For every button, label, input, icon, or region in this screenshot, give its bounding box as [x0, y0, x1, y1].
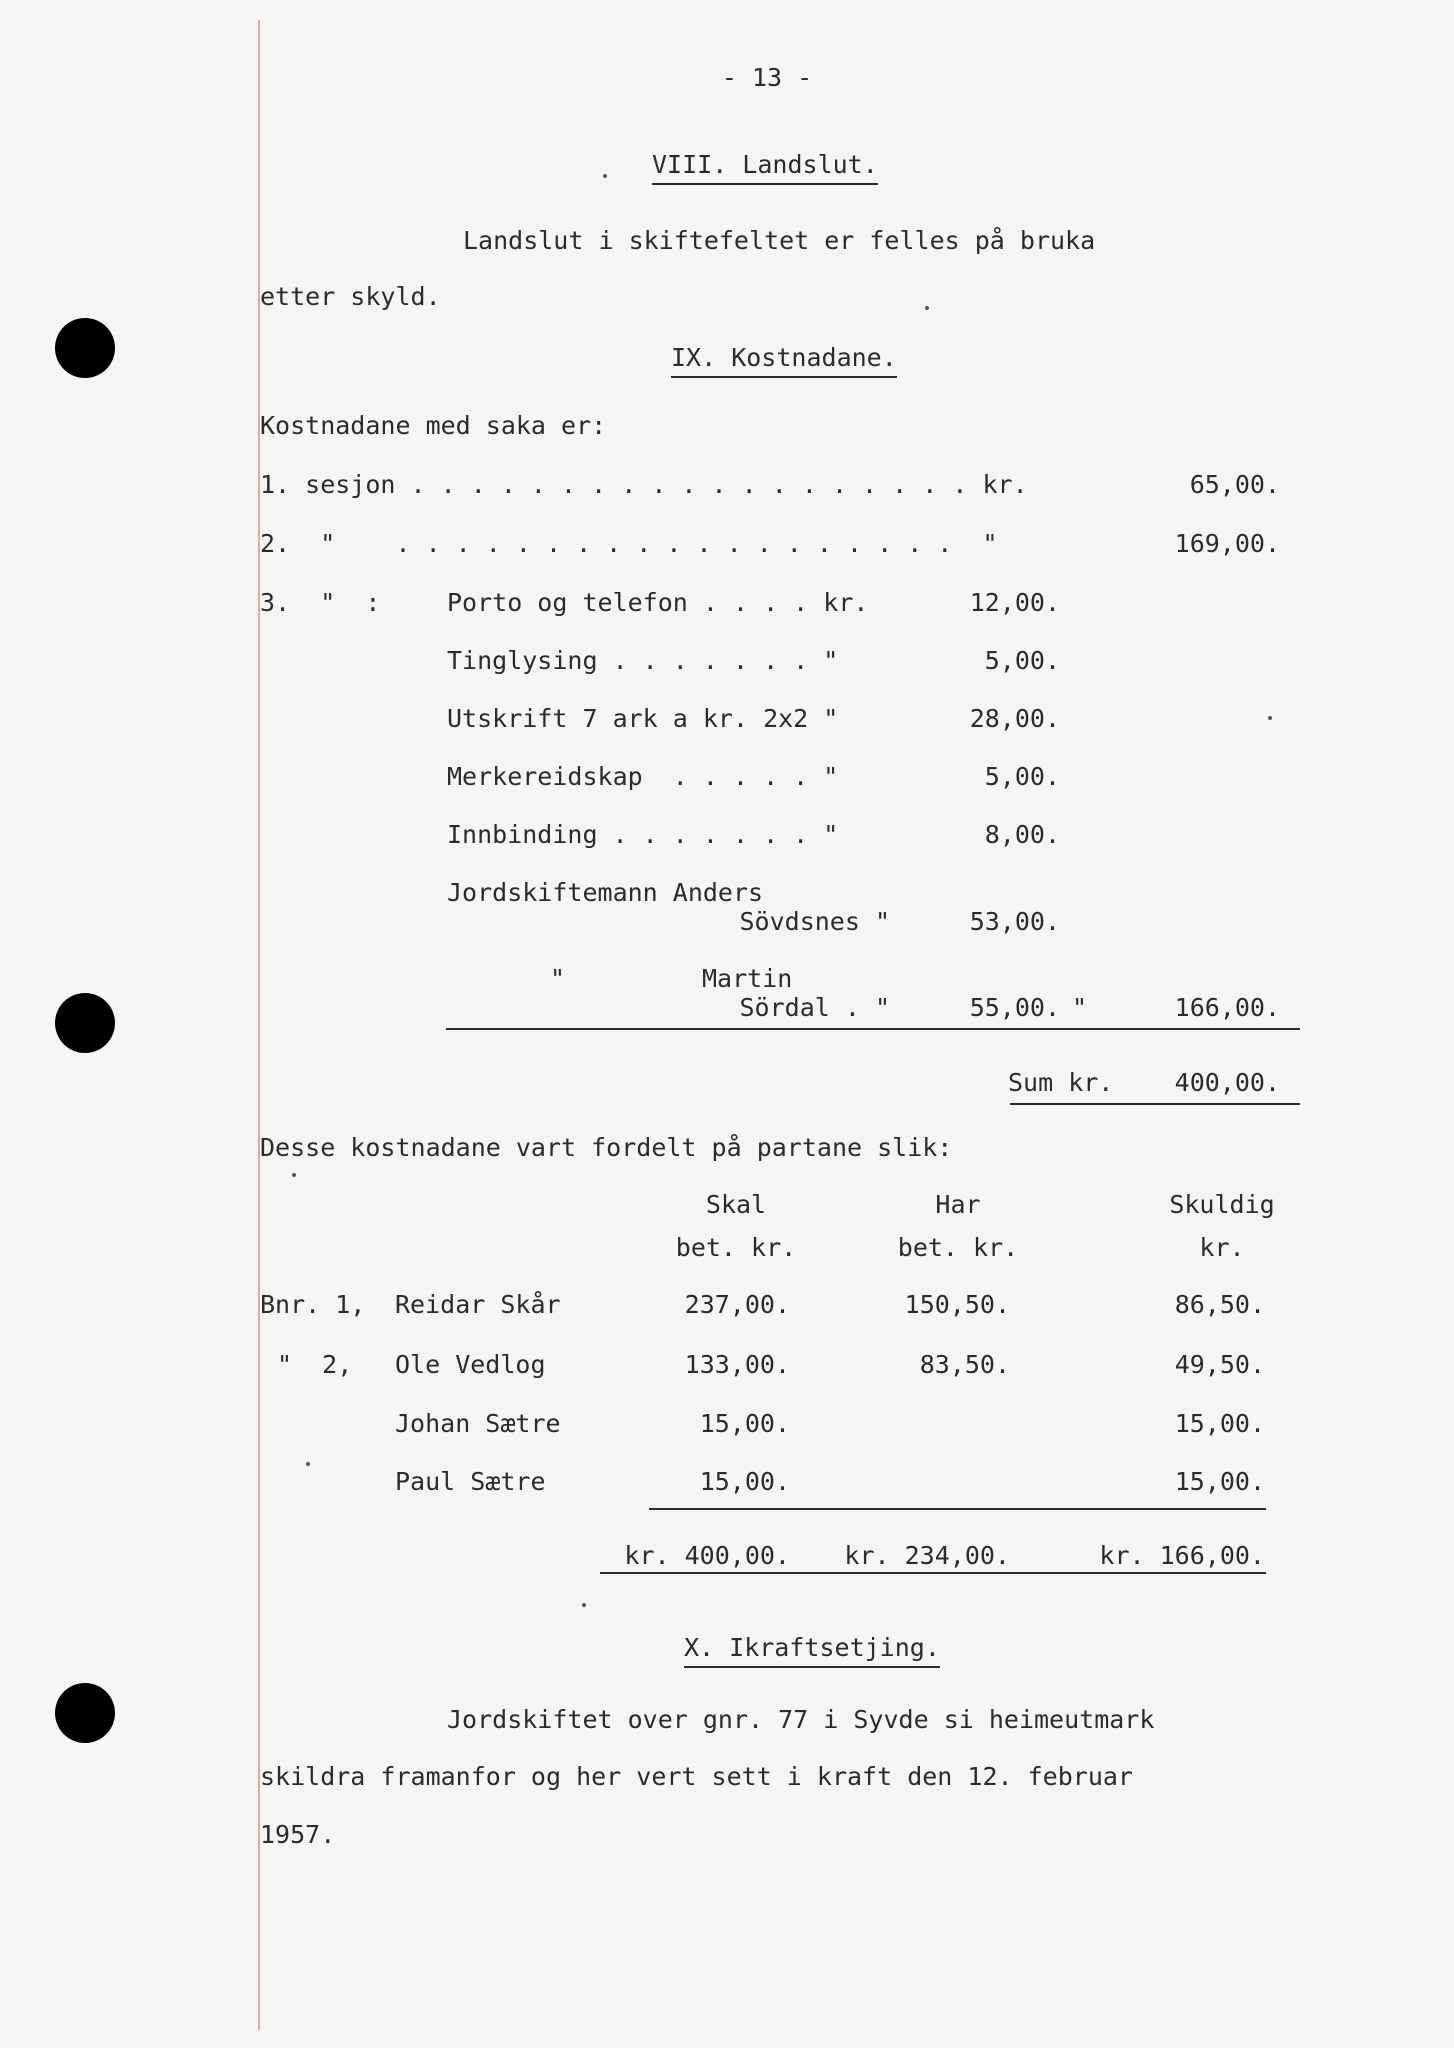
- distribution-intro: Desse kostnadane vart fordelt på partane slik:: [260, 1133, 953, 1162]
- punch-hole: [55, 993, 115, 1053]
- distribution-rule-bottom: [600, 1572, 1266, 1574]
- ink-speck: [925, 306, 929, 310]
- row-name: Reidar Skår: [395, 1290, 561, 1319]
- row-har: 83,50.: [919, 1350, 1010, 1379]
- sub-item-amount: 28,00.: [969, 704, 1060, 733]
- surveyor-2-firstname: Martin: [702, 964, 793, 993]
- row-skuldig: 49,50.: [1174, 1350, 1265, 1379]
- row-prefix: " 2,: [277, 1350, 353, 1379]
- ditto-mark: ": [1072, 993, 1088, 1022]
- surveyor-total: 166,00.: [1174, 993, 1280, 1022]
- ink-speck: [603, 174, 607, 178]
- sum-amount: 400,00.: [1174, 1068, 1280, 1097]
- ink-speck: [292, 1173, 296, 1177]
- header-skal: Skal: [705, 1190, 767, 1219]
- punch-hole: [55, 318, 115, 378]
- sub-item-amount: 12,00.: [969, 588, 1060, 617]
- row-name: Johan Sætre: [395, 1409, 561, 1438]
- landslut-line-2: etter skyld.: [260, 282, 441, 311]
- row-skal: 15,00.: [699, 1467, 790, 1496]
- cost-intro: Kostnadane med saka er:: [260, 411, 607, 440]
- sub-item-name: Merkereidskap . . . . . ": [447, 762, 839, 791]
- ikraft-line-1: Jordskiftet over gnr. 77 i Syvde si heimeutmark: [447, 1705, 1155, 1734]
- section-heading-ikraftsetjing: [684, 1633, 940, 1663]
- sum-rule: [1010, 1103, 1300, 1105]
- subtotal-rule: [446, 1028, 1300, 1030]
- row-skuldig: 15,00.: [1174, 1409, 1265, 1438]
- ikraft-line-2: skildra framanfor og her vert sett i kraft den 12. februar: [260, 1762, 1133, 1791]
- heading-text: VIII. Landslut.: [652, 150, 878, 185]
- cost-item-label: 1. sesjon . . . . . . . . . . . . . . . . . . . kr.: [260, 470, 1028, 499]
- heading-text: IX. Kostnadane.: [671, 343, 897, 378]
- row-skal: 15,00.: [699, 1409, 790, 1438]
- sub-item-amount: 5,00.: [984, 646, 1060, 675]
- header-skuldig-sub: kr.: [1199, 1233, 1245, 1262]
- heading-text: X. Ikraftsetjing.: [684, 1633, 940, 1668]
- cost-item-amount: 169,00.: [1174, 529, 1280, 558]
- header-har-sub: bet. kr.: [897, 1233, 1019, 1262]
- punch-hole: [55, 1683, 115, 1743]
- surveyor-1-name: Sövdsnes ": [739, 907, 890, 936]
- section-heading-kostnadane: [671, 343, 897, 373]
- ink-speck: [306, 1462, 310, 1466]
- row-skuldig: 15,00.: [1174, 1467, 1265, 1496]
- ink-speck: [582, 1603, 586, 1607]
- sub-item-amount: 5,00.: [984, 762, 1060, 791]
- header-skuldig: Skuldig: [1169, 1190, 1275, 1219]
- surveyor-2-ditto: ": [550, 964, 566, 993]
- ink-speck: [1268, 716, 1272, 720]
- sum-label: Sum kr.: [1008, 1068, 1114, 1097]
- total-har: kr. 234,00.: [844, 1541, 1010, 1570]
- total-skal: kr. 400,00.: [624, 1541, 790, 1570]
- sub-item-name: Innbinding . . . . . . . ": [447, 820, 839, 849]
- cost-item-amount: 65,00.: [1189, 470, 1280, 499]
- cost-item-label: 2. " . . . . . . . . . . . . . . . . . . . ": [260, 529, 998, 558]
- landslut-line-1: Landslut i skiftefeltet er felles på bruka: [463, 226, 1096, 255]
- total-skuldig: kr. 166,00.: [1099, 1541, 1265, 1570]
- distribution-rule-top: [649, 1508, 1266, 1510]
- row-skuldig: 86,50.: [1174, 1290, 1265, 1319]
- margin-line: [258, 20, 260, 2030]
- header-har: Har: [935, 1190, 981, 1219]
- row-skal: 133,00.: [684, 1350, 790, 1379]
- section-heading-landslut: [652, 150, 878, 180]
- surveyor-1-amount: 53,00.: [969, 907, 1060, 936]
- sub-item-name: Tinglysing . . . . . . . ": [447, 646, 839, 675]
- page-number: - 13 -: [721, 63, 813, 92]
- row-har: 150,50.: [904, 1290, 1010, 1319]
- header-skal-sub: bet. kr.: [675, 1233, 797, 1262]
- row-prefix: Bnr. 1,: [260, 1290, 366, 1319]
- sub-item-name: Utskrift 7 ark a kr. 2x2 ": [447, 704, 839, 733]
- session3-label: 3. " :: [260, 588, 381, 617]
- row-name: Paul Sætre: [395, 1467, 546, 1496]
- surveyor-1-title: Jordskiftemann Anders: [447, 878, 764, 907]
- row-name: Ole Vedlog: [395, 1350, 546, 1379]
- surveyor-2-name: Sördal . ": [739, 993, 890, 1022]
- sub-item-name: Porto og telefon . . . . kr.: [447, 588, 869, 617]
- ikraft-line-3: 1957.: [260, 1820, 336, 1849]
- surveyor-2-amount: 55,00.: [969, 993, 1060, 1022]
- row-skal: 237,00.: [684, 1290, 790, 1319]
- sub-item-amount: 8,00.: [984, 820, 1060, 849]
